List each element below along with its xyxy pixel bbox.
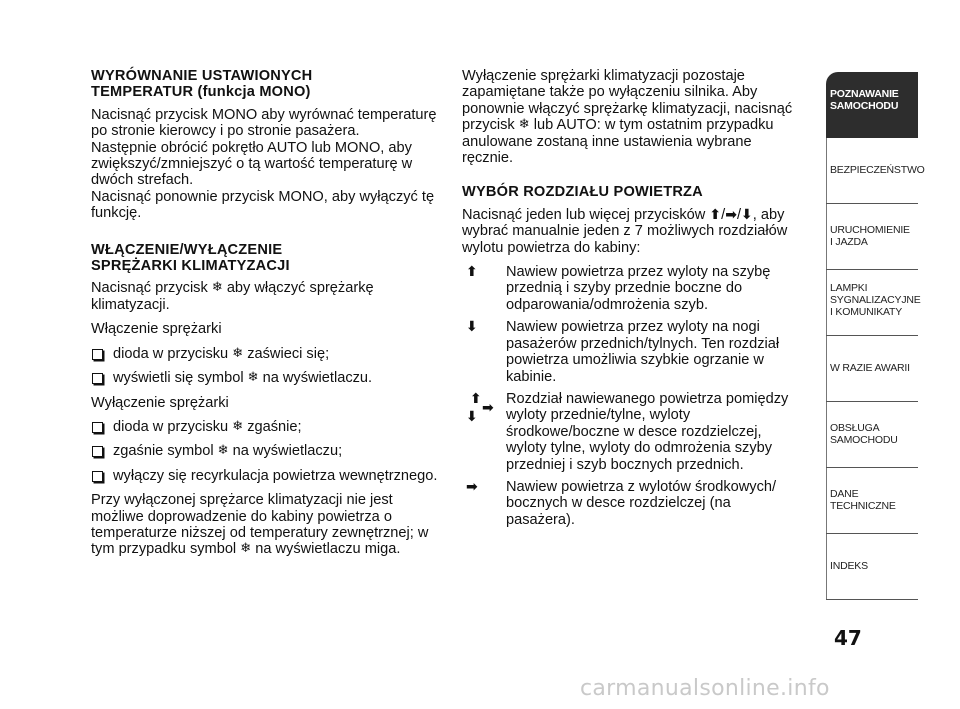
tab-dane-techniczne[interactable]: DANE TECHNICZNE	[826, 468, 918, 534]
section-title-compressor: WŁĄCZENIE/WYŁĄCZENIE SPRĘŻARKI KLIMATYZACJI	[91, 241, 290, 275]
tab-obsluga-samochodu[interactable]: OBSŁUGA SAMOCHODU	[826, 402, 918, 468]
ac-icon: ❄	[217, 442, 229, 458]
bullet-box-icon	[92, 349, 103, 360]
arrow-right-icon: ➡	[482, 398, 494, 415]
paragraph: Nacisnąć przycisk MONO aby wyrównać temperaturę po stronie kierowcy i po stronie pasażera.	[91, 106, 437, 140]
bullet-box-icon	[92, 446, 103, 457]
distribution-item-combined: ⬆ ➡ ⬇ Rozdział nawiewanego powietrza pomiędzy wyloty przednie/tylne, wyloty środkowe/boczne w desce rozdzielczej, wyloty tylne, wyloty do odmrożenia szyby przedniej i szyb bocznych przednich.	[466, 389, 789, 473]
paragraph: Wyłączenie sprężarki klimatyzacji pozostaje zapamiętane także po wyłączeniu silnika. Aby ponownie włączyć sprężarkę klimatyzacji, nacisnąć przycisk ❄ lub AUTO: w tym ostatnim przypadku anulowane zostaną inne ustawienia wybrane ręcznie.	[462, 68, 793, 167]
tab-w-razie-awarii[interactable]: W RAZIE AWARII	[826, 336, 918, 402]
paragraph: Przy wyłączonej sprężarce klimatyzacji nie jest możliwe doprowadzenie do kabiny powietrza o temperaturze niższej od temperatury zewnętrznej; w tym przypadku symbol ❄ na wyświetlaczu miga.	[91, 492, 429, 558]
arrow-up-icon: ⬆	[709, 205, 722, 222]
subheading-on: Włączenie sprężarki	[91, 321, 222, 338]
left-column	[91, 68, 445, 566]
bullet-box-icon	[92, 373, 103, 384]
bullet-box-icon	[92, 422, 103, 433]
combined-arrows-icon	[466, 389, 496, 424]
tab-lampki-sygnalizacyjne[interactable]: LAMPKI SYGNALIZACYJNE I KOMUNIKATY	[826, 270, 918, 336]
distribution-item-windscreen: ⬆ Nawiew powietrza przez wyloty na szybę przednią i szyby przednie boczne do odparowania/odmrożenia szyb.	[466, 263, 771, 313]
bullet-box-icon	[92, 471, 103, 482]
distribution-item-center: ➡ Nawiew powietrza z wylotów środkowych/ bocznych w desce rozdzielczej (na pasażera).	[466, 477, 777, 528]
list-item: wyłączy się recyrkulacja powietrza wewnętrznego.	[91, 468, 445, 484]
ac-icon: ❄	[240, 540, 252, 556]
ac-icon: ❄	[518, 116, 530, 132]
ac-icon: ❄	[232, 417, 244, 433]
list-item: zgaśnie symbol ❄ na wyświetlaczu;	[91, 443, 445, 459]
watermark: carmanualsonline.info	[580, 676, 830, 701]
chapter-tabs	[826, 72, 925, 600]
arrow-right-icon: ➡	[725, 205, 737, 222]
tab-indeks[interactable]: INDEKS	[826, 534, 918, 600]
tab-uruchomienie-i-jazda[interactable]: URUCHOMIENIE I JAZDA	[826, 204, 918, 270]
paragraph: Nacisnąć jeden lub więcej przycisków ⬆/➡/⬇, aby wybrać manualnie jeden z 7 możliwych rozdziałów wylotu powietrza do kabiny:	[462, 205, 788, 256]
page-number: 47	[834, 626, 862, 650]
ac-icon: ❄	[232, 344, 244, 360]
list-item: dioda w przycisku ❄ zgaśnie;	[91, 419, 445, 435]
paragraph: Nacisnąć ponownie przycisk MONO, aby wyłączyć tę funkcję.	[91, 188, 435, 222]
tab-bezpieczenstwo[interactable]: BEZPIECZEŃSTWO	[826, 138, 918, 204]
right-column	[462, 68, 802, 534]
list-item: wyświetli się symbol ❄ na wyświetlaczu.	[91, 370, 445, 386]
arrow-up-icon: ⬆	[466, 263, 478, 280]
distribution-item-feet: ⬇ Nawiew powietrza przez wyloty na nogi pasażerów przednich/tylnych. Ten rozdział powietrza umożliwia szybkie ogrzanie w kabinie.	[466, 318, 780, 385]
paragraph: Nacisnąć przycisk ❄ aby włączyć sprężarkę klimatyzacji.	[91, 279, 374, 313]
ac-icon: ❄	[247, 369, 259, 385]
list-item: dioda w przycisku ❄ zaświeci się;	[91, 346, 445, 362]
arrow-down-icon: ⬇	[466, 407, 478, 424]
section-title-distribution: WYBÓR ROZDZIAŁU POWIETRZA	[462, 184, 703, 201]
subheading-off: Wyłączenie sprężarki	[91, 394, 229, 411]
paragraph: Następnie obrócić pokrętło AUTO lub MONO, aby zwiększyć/zmniejszyć o tą wartość temperaturę w dwóch strefach.	[91, 139, 413, 189]
section-title-mono: WYRÓWNANIE USTAWIONYCH TEMPERATUR (funkcja MONO)	[91, 68, 313, 101]
arrow-down-icon: ⬇	[466, 318, 478, 335]
arrow-down-icon: ⬇	[741, 205, 753, 222]
ac-icon: ❄	[211, 279, 223, 295]
tab-poznawanie-samochodu[interactable]: POZNAWANIE SAMOCHODU	[826, 72, 918, 138]
arrow-up-icon: ⬆	[470, 389, 482, 406]
arrow-right-icon: ➡	[466, 477, 478, 494]
